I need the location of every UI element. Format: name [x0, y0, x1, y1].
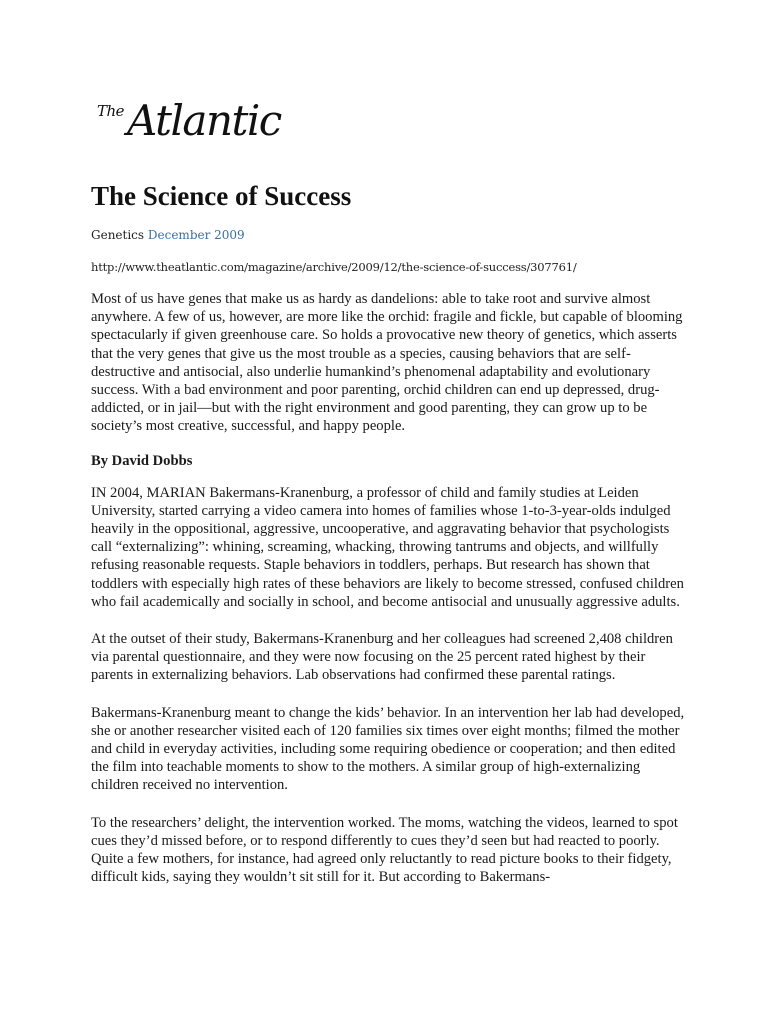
logo-the-text: The — [97, 102, 125, 120]
article-paragraph-4: To the researchers’ delight, the intervention worked. The moms, watching the videos, learned to spot cues they’d missed before, or to respond differently to cues they’d seen but had reacted to poorly. Quite a few mothers, for instance, had agreed only reluctantly to read picture books to their fidgety, difficult kids, saying they wouldn’t sit still for it. But according to Bakermans- — [91, 814, 678, 886]
article-date: December 2009 — [147, 228, 245, 242]
article-paragraph-1: IN 2004, MARIAN Bakermans-Kranenburg, a professor of child and family studies at Leiden University, started carrying a video camera into homes of families whose 1-to-3-year-olds indulged heavily in the oppositional, aggressive, uncooperative, and aggravating behavior that psychologists call “externalizing”: whining, screaming, whacking, throwing tantrums and objects, and willfully refusing reasonable requests. Staple behaviors in toddlers, perhaps. But research has shown that toddlers with especially high rates of these behaviors are likely to become stressed, confused children who fail academically and socially in school, and become antisocial and unusually aggressive adults. — [91, 484, 684, 610]
article-intro: Most of us have genes that make us as hardy as dandelions: able to take root and survive almost anywhere. A few of us, however, are more like the orchid: fragile and fickle, but capable of blooming spectacularly if given greenhouse care. So holds a provocative new theory of genetics, which asserts that the very genes that give us the most trouble as a species, causing behaviors that are self-destructive and antisocial, also underlie humankind’s phenomenal adaptability and evolutionary success. With a bad environment and poor parenting, orchid children can end up depressed, drug-addicted, or in jail—but with the right environment and good parenting, they can grow up to be society’s most creative, successful, and happy people. — [91, 291, 683, 435]
document-page — [91, 96, 686, 886]
the-atlantic-logo — [97, 96, 686, 158]
logo-name-text: Atlantic — [127, 96, 281, 145]
article-paragraph-2: At the outset of their study, Bakermans-Kranenburg and her colleagues had screened 2,408 children via parental questionnaire, and they were now focusing on the 25 percent rated highest by their parents in externalizing behaviors. Lab observations had confirmed these parental ratings. — [91, 631, 673, 684]
article-byline: By David Dobbs — [91, 452, 193, 469]
article-meta — [91, 226, 686, 244]
article-url: http://www.theatlantic.com/magazine/archive/2009/12/the-science-of-success/307761/ — [91, 260, 577, 274]
article-title: The Science of Success — [91, 181, 352, 211]
article-paragraph-3: Bakermans-Kranenburg meant to change the kids’ behavior. In an intervention her lab had developed, she or another researcher visited each of 120 families six times over eight months; filmed the mother and child in everyday activities, including some requiring obedience or cooperation; and then edited the film into teachable moments to show to the mothers. A similar group of high-externalizing children received no intervention. — [91, 704, 685, 794]
article-category: Genetics — [91, 228, 145, 242]
